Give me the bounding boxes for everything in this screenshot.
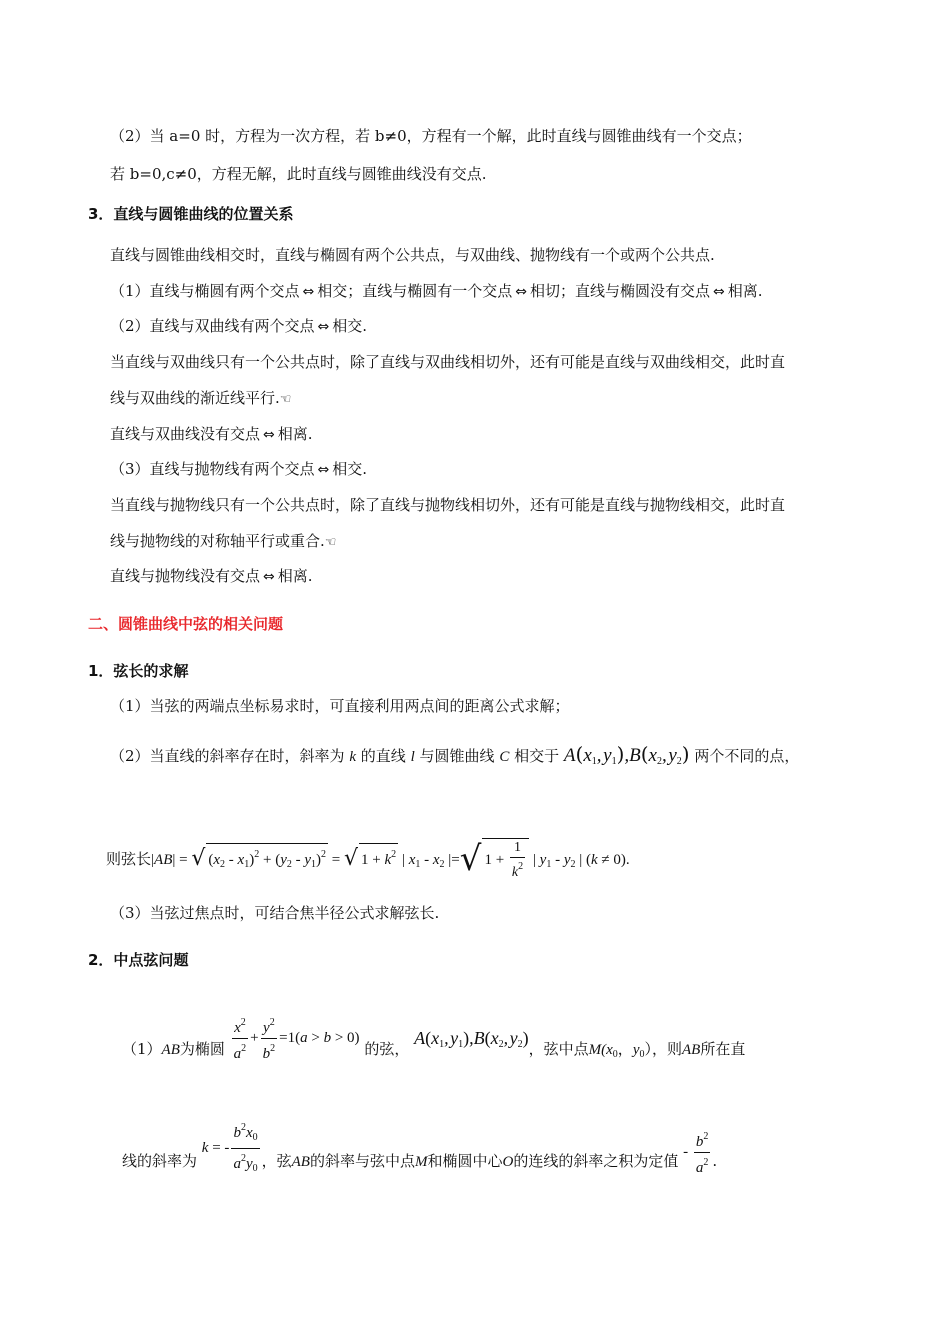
var-C: C <box>499 749 510 765</box>
paragraph-chord-3: （3）当弦过焦点时，可结合焦半径公式求解弦长. <box>110 904 440 922</box>
paragraph-parabola-none <box>110 566 313 587</box>
text-b-zero: 若 b=0,c≠0，方程无解，此时直线与圆锥曲线没有交点. <box>110 165 487 183</box>
text-chord: ，弦 <box>261 1151 292 1170</box>
text-chord-length: 则弦长 <box>106 849 152 868</box>
paragraph-a-zero <box>110 126 752 146</box>
var-l: l <box>410 749 415 765</box>
text-slope-and-midpoint: 的斜率与弦中点 <box>309 1151 415 1170</box>
heading-chord-length: 1．弦长的求解 <box>88 662 189 680</box>
abs-AB: |AB| <box>151 851 176 868</box>
var-O: O <box>502 1153 514 1170</box>
text-conic: 与圆锥曲线 <box>419 747 495 765</box>
text-then: ），则 <box>644 1040 682 1058</box>
pointing-hand-icon: ☜ <box>279 392 292 407</box>
text-ellipse-one: 相交；直线与椭圆有一个交点 <box>317 282 513 300</box>
text-constant-product: 的连线的斜率之积为定值 <box>513 1151 679 1170</box>
paragraph-midpoint-1 <box>122 1010 745 1083</box>
paragraph-midpoint-2 <box>122 1118 717 1190</box>
points-AB-formula: $A(x_1$, $y_1),B(x_2$, $y_2$) <box>563 742 690 767</box>
paragraph-b-zero <box>110 164 487 184</box>
text-ellipse-center: 和椭圆中心 <box>427 1151 503 1170</box>
heading-midpoint-chord: 2．中点弦问题 <box>88 951 189 969</box>
paragraph-hyperbola-note-2 <box>110 388 291 410</box>
chord-length-formula: 则弦长|AB| = √ $(x_2 - x_1)^2 + (y_2 - y_1)^2$ = √ $1 + k^2$ | $x_1 - x_2$ |=√ 1 + $\frac{1}{k^2}$ | $y_1 - y_2$ | (k ≠ 0). <box>106 838 630 880</box>
paragraph-hyperbola-none <box>110 424 313 445</box>
text-symmetry-axis: 线与抛物线的对称轴平行或重合. <box>110 532 325 550</box>
paragraph-parabola-two <box>110 459 367 480</box>
inverse-slope-sqrt: 1 + $\frac{1}{k^2}$ <box>482 838 529 882</box>
paragraph-parabola-note-1: 当直线与抛物线只有一个公共点时，除了直线与抛物线相切外，还有可能是直线与抛物线相交，此时直 <box>110 496 786 514</box>
text-intersect-at: 相交于 <box>514 747 560 765</box>
paragraph-parabola-note-2 <box>110 531 336 553</box>
paragraph-intro: 直线与圆锥曲线相交时，直线与椭圆有两个公共点，与双曲线、抛物线有一个或两个公共点. <box>110 246 715 264</box>
text-parabola-two: （3）直线与抛物线有两个交点 <box>110 460 315 478</box>
paragraph-chord-2 <box>110 744 799 772</box>
midpoint-M: $M(x_0$ <box>588 1042 618 1060</box>
text-chord-of: 的弦， <box>364 1040 410 1058</box>
text-is-ellipse: 为椭圆 <box>179 1040 225 1058</box>
paragraph-chord-1: （1）当弦的两端点坐标易求时，可直接利用两点间的距离公式求解； <box>110 697 570 715</box>
text-item-1: （1） <box>122 1040 162 1058</box>
text-two-points: 两个不同的点， <box>694 747 800 765</box>
text-a-zero: （2）当 a=0 时，方程为一次方程，若 b≠0，方程有一个解，此时直线与圆锥曲线有一个交点； <box>110 127 752 145</box>
var-k: k <box>349 749 356 765</box>
text-ellipse-none: 相切；直线与椭圆没有交点 <box>530 282 711 300</box>
iff-symbol: ⇔ <box>713 284 725 300</box>
text-line: 的直线 <box>360 747 406 765</box>
var-y0: $y_0$ <box>632 1042 645 1060</box>
text-separate: 相离. <box>277 567 313 585</box>
text-intersect: 相交. <box>332 317 368 335</box>
text-slope-is: 线的斜率为 <box>122 1151 198 1170</box>
distance-sqrt: $(x_2 - x_1)^2 + (y_2 - y_1)^2$ <box>206 843 328 876</box>
text-line-of: 所在直 <box>700 1040 746 1058</box>
heading-position-relation: 3．直线与圆锥曲线的位置关系 <box>88 205 294 223</box>
text-chord-midpoint: ，弦中点 <box>528 1040 589 1058</box>
iff-symbol: ⇔ <box>263 427 275 443</box>
text-comma: ， <box>617 1040 633 1058</box>
text-parabola-none: 直线与抛物线没有交点 <box>110 567 261 585</box>
text-M-x: M(x <box>588 1042 613 1058</box>
var-AB: AB <box>291 1153 310 1170</box>
paragraph-ellipse <box>110 281 763 302</box>
iff-symbol: ⇔ <box>317 319 330 335</box>
var-AB: AB <box>682 1042 701 1058</box>
text-hyperbola-none: 直线与双曲线没有交点 <box>110 425 261 443</box>
var-M: M <box>414 1153 428 1170</box>
slope-sqrt: $1 + k^2$ <box>359 843 398 871</box>
text-separate: 相离. <box>727 282 763 300</box>
pointing-hand-icon: ☜ <box>324 535 337 550</box>
var-AB: AB <box>161 1042 180 1058</box>
constant-formula: - $\frac{b^2}{a^2}$ <box>683 1144 712 1160</box>
text-ellipse-two: （1）直线与椭圆有两个交点 <box>110 282 300 300</box>
text-period: . <box>712 1151 718 1170</box>
text-asymptote: 线与双曲线的渐近线平行. <box>110 389 280 407</box>
slope-formula: k = - $\frac{b^2x_0}{a^2y_0}$ <box>202 1140 262 1156</box>
iff-symbol: ⇔ <box>515 284 528 300</box>
heading-chord-problems: 二、圆锥曲线中弦的相关问题 <box>88 615 284 633</box>
iff-symbol: ⇔ <box>263 569 275 585</box>
text-separate: 相离. <box>277 425 313 443</box>
iff-symbol: ⇔ <box>302 284 315 300</box>
text-intersect: 相交. <box>332 460 368 478</box>
paragraph-hyperbola-two <box>110 316 367 337</box>
ellipse-equation: $\frac{x^2}{a^2}$ + $\frac{y^2}{b^2}$ =1(a > b > 0) <box>230 1030 360 1046</box>
text-hyperbola-two: （2）直线与双曲线有两个交点 <box>110 317 315 335</box>
text-slope-exists: （2）当直线的斜率存在时，斜率为 <box>110 747 345 765</box>
iff-symbol: ⇔ <box>317 462 330 478</box>
points-AB-formula-2: $A(x_1$, $y_1),B(x_2$, $y_2$) <box>414 1028 529 1050</box>
paragraph-hyperbola-note-1: 当直线与双曲线只有一个公共点时，除了直线与双曲线相切外，还有可能是直线与双曲线相交，此时直 <box>110 353 786 371</box>
